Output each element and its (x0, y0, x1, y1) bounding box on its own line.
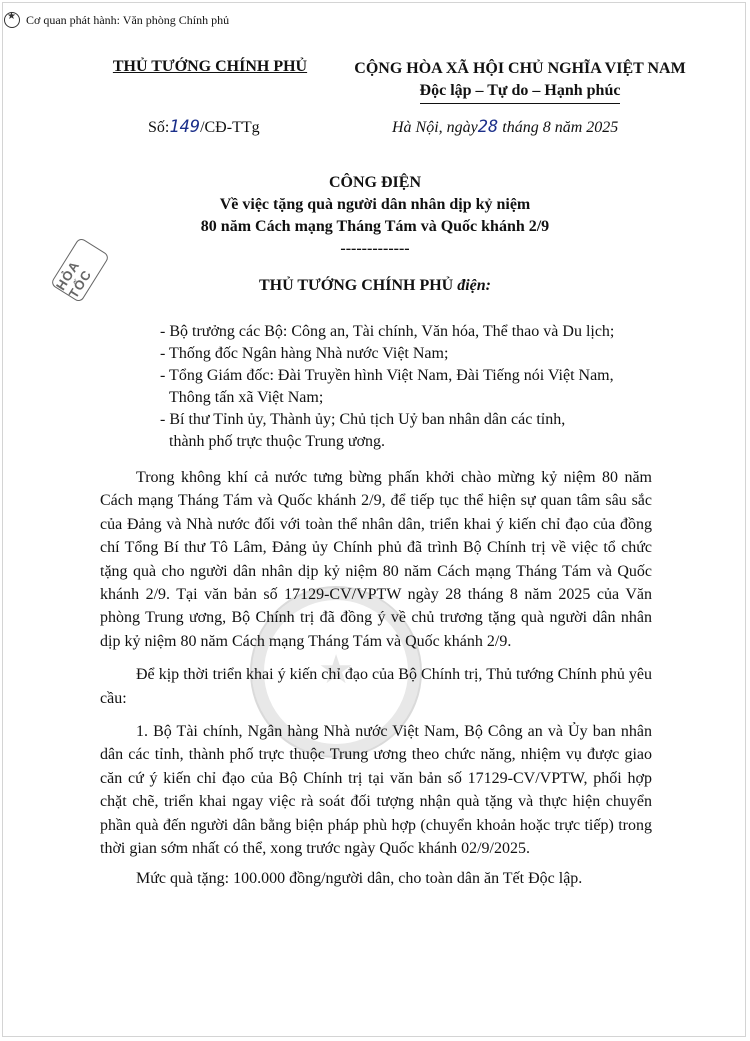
recipient-item: - Bí thư Tỉnh ủy, Thành ủy; Chủ tịch Uỷ ban nhân dân các tỉnh, (160, 411, 566, 428)
national-header (330, 58, 710, 104)
salutation: THỦ TƯỚNG CHÍNH PHỦ điện: (258, 277, 491, 294)
body-paragraph: 1. Bộ Tài chính, Ngân hàng Nhà nước Việt Nam, Bộ Công an và Ủy ban nhân dân các tỉnh, thành phố trực thuộc Trung ương theo chức năng, nhiệm vụ được giao căn cứ ý kiến chỉ đạo của Bộ Chính trị tại văn bản số 17129-CV/VPTW, phối hợp chặt chẽ, triển khai ngay việc rà soát đối tượng nhận quà tặng và thực hiện chuyển phần quà đến người dân bằng biện pháp phù hợp (chuyển khoản hoặc trực tiếp) trong thời gian sớm nhất có thể, xong trước ngày Quốc khánh 02/9/2025. (100, 723, 652, 858)
body-paragraph: Trong không khí cả nước tưng bừng phấn khởi chào mừng kỷ niệm 80 năm Cách mạng Tháng Tám và Quốc khánh 2/9, để tiếp tục thể hiện sự quan tâm sâu sắc của Đảng và Nhà nước đối với toàn thể nhân dân, triển khai ý kiến chỉ đạo của đồng chí Tổng Bí thư Tô Lâm, Đảng ủy Chính phủ đã trình Bộ Chính trị về việc tổ chức tặng quà cho người dân nhân dịp kỷ niệm 80 năm Cách mạng Tháng Tám và Quốc khánh 2/9. Tại văn bản số 17129-CV/VPTW ngày 28 tháng 8 năm 2025 của Văn phòng Trung ương, Bộ Chính trị đã đồng ý về chủ trương tặng quà người dân nhân dịp kỷ niệm 80 năm Cách mạng Tháng Tám và Quốc khánh 2/9. (100, 469, 652, 650)
document-body (100, 466, 652, 890)
recipient-item: - Thống đốc Ngân hàng Nhà nước Việt Nam; (160, 345, 449, 362)
document-title-block (0, 172, 750, 260)
recipient-item: - Bộ trưởng các Bộ: Công an, Tài chính, Văn hóa, Thể thao và Du lịch; (160, 323, 615, 340)
country-name: CỘNG HÒA XÃ HỘI CHỦ NGHĨA VIỆT NAM (354, 60, 686, 77)
document-subject-line-2: 80 năm Cách mạng Tháng Tám và Quốc khánh 2/9 (200, 218, 550, 235)
recipient-item: Thông tấn xã Việt Nam; (169, 389, 324, 406)
issuing-authority (100, 58, 320, 76)
document-subject-line-1: Về việc tặng quà người dân nhân dịp kỷ niệm (219, 196, 531, 213)
issuer-bar (4, 10, 229, 30)
body-paragraph: Để kịp thời triển khai ý kiến chỉ đạo của Bộ Chính trị, Thủ tướng Chính phủ yêu cầu: (100, 666, 652, 707)
recipient-list (160, 321, 700, 453)
issuer-text: Cơ quan phát hành: Văn phòng Chính phủ (26, 12, 230, 27)
document-date: Hà Nội, ngày28 tháng 8 năm 2025 (392, 117, 619, 137)
recipient-item: thành phố trực thuộc Trung ương. (169, 433, 386, 450)
gift-amount-paragraph: Mức quà tặng: 100.000 đồng/người dân, cho toàn dân ăn Tết Độc lập. (136, 869, 583, 887)
urgency-stamp: HỎA TỐC (50, 237, 110, 304)
recipient-item: - Tổng Giám đốc: Đài Truyền hình Việt Nam, Đài Tiếng nói Việt Nam, (160, 367, 614, 384)
authority-name: THỦ TƯỚNG CHÍNH PHỦ (112, 58, 308, 75)
document-number: Số:149/CĐ-TTg (148, 117, 260, 137)
emblem-icon (4, 12, 20, 28)
national-motto: Độc lập – Tự do – Hạnh phúc (420, 80, 621, 104)
title-divider: ------------- (340, 240, 410, 257)
handwritten-number: 149 (169, 117, 201, 137)
document-type: CÔNG ĐIỆN (328, 174, 421, 191)
handwritten-day: 28 (477, 117, 499, 137)
